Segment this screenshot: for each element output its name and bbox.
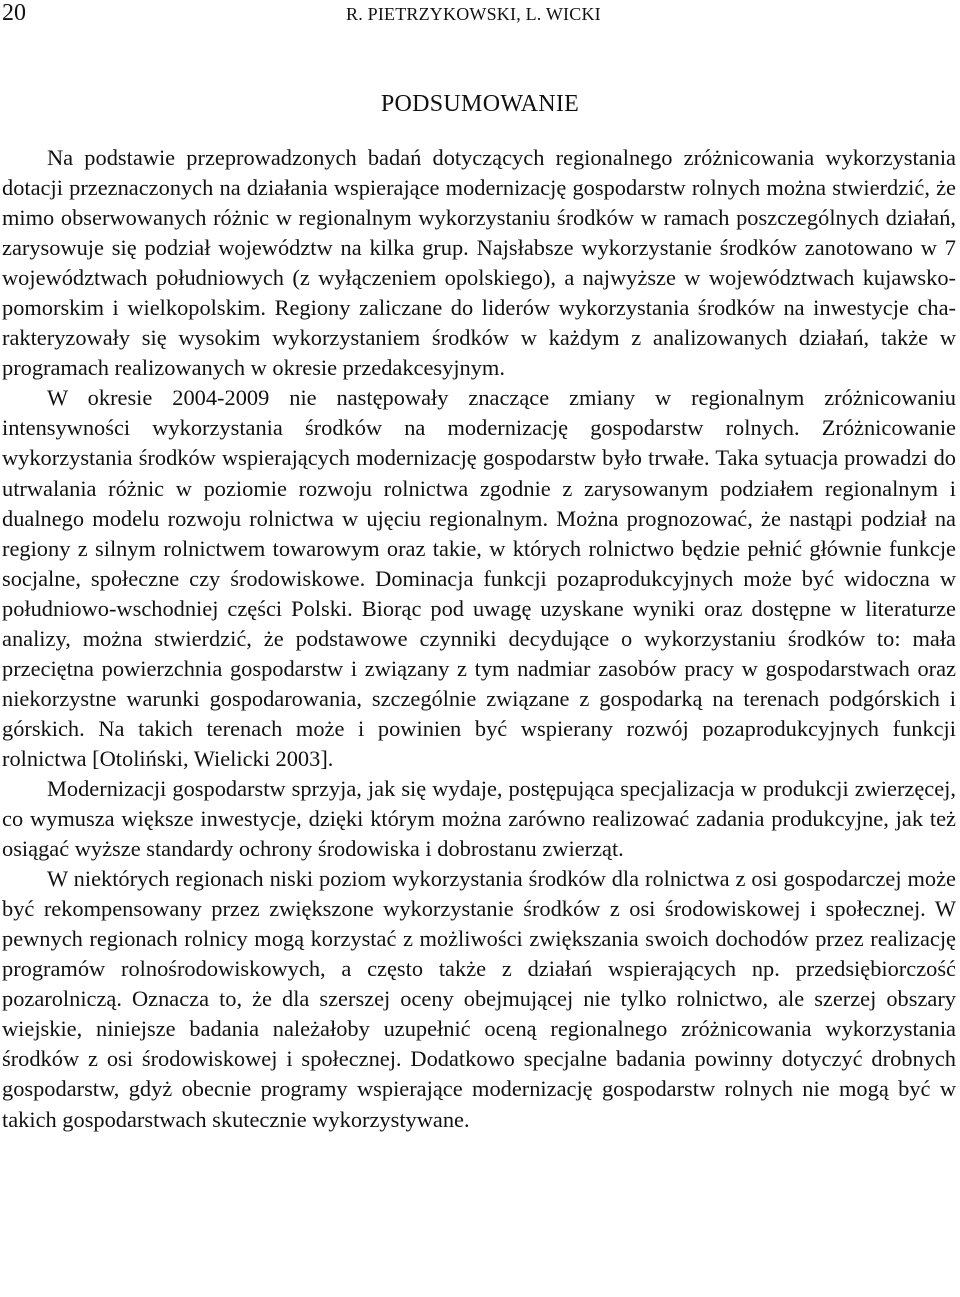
paragraph: W niektórych regionach niski poziom wykorzystania środków dla rolnictwa z osi gospodarczej może być rekompensowany przez zwiększone wykorzystanie środków z osi środowiskowej i społecznej. W pewnych regionach rolnicy mogą korzystać z możliwości zwiększania swoich dochodów przez realizację programów rolnośrodowiskowych, a często także z działań wspierających np. przedsiębiorczość pozarolniczą. Oznacza to, że dla szerszej oceny obejmującej nie tylko rolnictwo, ale szerzej obszary wiejskie, niniejsze badania należałoby uzupełnić oceną regionalnego zróżnicowania wykorzystania środków z osi środowiskowej i społecznej. Dodatkowo specjalne badania powinny dotyczyć drobnych gospodarstw, gdyż obecnie programy wspierające modernizację gospodarstw rolnych nie mogą być w takich gospodarstwach skutecznie wykorzystywane. [2, 866, 956, 1132]
body-text [2, 143, 956, 1135]
paragraph: Na podstawie przeprowadzonych badań dotyczących regionalnego zróżnicowania wykorzystania dotacji przeznaczonych na działania wspierające modernizację gospodarstw rolnych można stwierdzić, że mimo obserwowanych różnic w regionalnym wykorzystaniu środków w ramach poszczególnych działań, zarysowuje się podział województw na kilka grup. Najsłabsze wykorzystanie środków zanotowano w 7 województwach południowych (z wyłączeniem opolskiego), a najwyższe w województwach kujawsko-pomorskim i wielkopolskim. Regiony zaliczane do liderów wykorzystania środków na inwestycje charakteryzowały się wysokim wykorzystaniem środków w każdym z analizowanych działań, także w programach realizowanych w okresie przedakcesyjnym. [2, 145, 956, 381]
running-head: R. PIETRZYKOWSKI, L. WICKI [346, 4, 601, 24]
paragraph: Modernizacji gospodarstw sprzyja, jak się wydaje, postępująca specjalizacja w produkcji zwierzęcej, co wymusza większe inwestycje, dzięki którym można zarówno realizować zadania produkcyjne, jak też osiągać wyższe standardy ochrony środowiska i dobrostanu zwierząt. [2, 775, 956, 862]
section-title: PODSUMOWANIE [380, 91, 580, 117]
page-number: 20 [2, 0, 26, 26]
paragraph: W okresie 2004-2009 nie następowały znaczące zmiany w regionalnym zróżnicowaniu intensywności wykorzystania środków na modernizację gospodarstw rolnych. Zróżnicowanie wykorzystania środków wspierających modernizację gospodarstw było trwałe. Taka sytuacja prowadzi do utrwalania różnic w poziomie rozwoju rolnictwa zgodnie z zarysowanym podziałem regionalnym i dualnego modelu rozwoju rolnictwa w ujęciu regionalnym. Można prognozować, że nastąpi podział na regiony z silnym rolnictwem towarowym oraz takie, w których rolnictwo będzie pełnić głównie funkcje socjalne, społeczne czy środowiskowe. Dominacja funkcji pozaprodukcyjnych może być widoczna w południowo-wschodniej części Polski. Biorąc pod uwagę uzyskane wyniki oraz dostępne w literaturze analizy, można stwierdzić, że podstawowe czynniki decydujące o wykorzystaniu środków to: mała przeciętna powierzchnia gospodarstw i związany z tym nadmiar zasobów pracy w gospodarstwach oraz niekorzystne warunki gospodarowania, szczególnie związane z gospodarką na terenach podgórskich i górskich. Na takich terenach może i powinien być wspierany rozwój pozaprodukcyjnych funkcji rolnictwa [Otoliński, Wielicki 2003]. [2, 385, 956, 771]
page-header [0, 0, 960, 32]
